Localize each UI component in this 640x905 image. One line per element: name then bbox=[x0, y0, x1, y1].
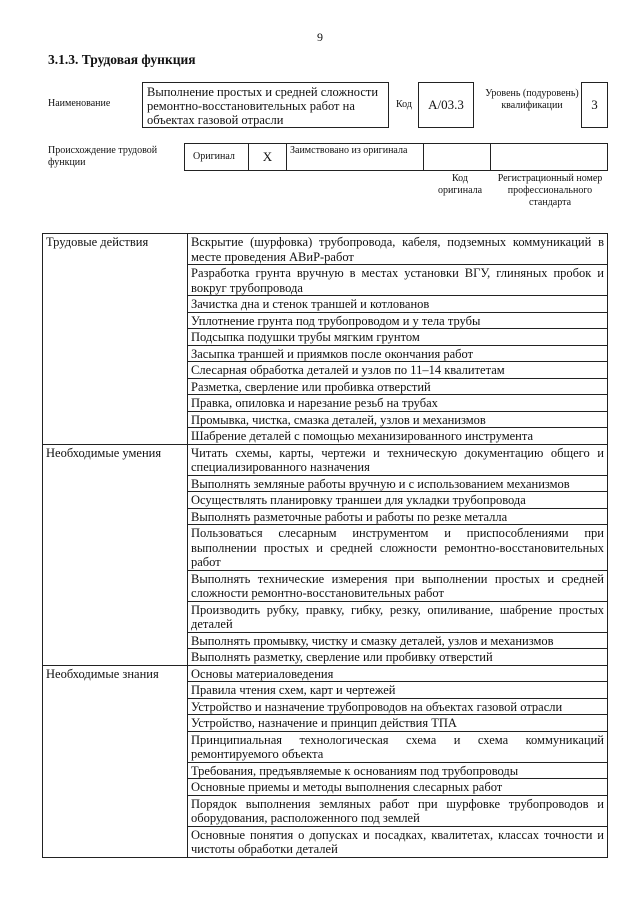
list-item: Основные приемы и методы выполнения слесарных работ bbox=[188, 779, 608, 796]
list-item: Пользоваться слесарным инструментом и приспособлениями при выполнении простых и средней сложности ремонтно-восстановительных работ bbox=[188, 525, 608, 571]
borrowed-label: Заимствовано из оригинала bbox=[290, 145, 408, 156]
table-row bbox=[43, 444, 608, 475]
list-item: Выполнять технические измерения при выполнении простых и средней сложности ремонтно-восстановительных работ bbox=[188, 570, 608, 601]
list-item: Выполнять разметочные работы и работы по резке металла bbox=[188, 508, 608, 525]
category-cell: Необходимые умения bbox=[43, 444, 188, 665]
list-item: Промывка, чистка, смазка деталей, узлов и механизмов bbox=[188, 411, 608, 428]
list-item: Выполнять промывку, чистку и смазку деталей, узлов и механизмов bbox=[188, 632, 608, 649]
list-item: Основные понятия о допусках и посадках, квалитетах, классах точности и чистоты обработки деталей bbox=[188, 826, 608, 857]
qualification-level-value: 3 bbox=[591, 97, 598, 112]
code-label: Код bbox=[396, 99, 412, 110]
registration-number-caption: Регистрационный номер профессионального стандарта bbox=[497, 173, 603, 208]
list-item: Основы материаловедения bbox=[188, 665, 608, 682]
origin-code-caption: Код оригинала bbox=[437, 173, 483, 196]
table-row bbox=[43, 234, 608, 265]
competency-table bbox=[42, 233, 608, 858]
qualification-level-label: Уровень (подуровень) квалификации bbox=[485, 88, 579, 111]
list-item: Устройство, назначение и принцип действия ТПА bbox=[188, 715, 608, 732]
category-cell: Трудовые действия bbox=[43, 234, 188, 445]
list-item: Читать схемы, карты, чертежи и техническую документацию общего и специализированного назначения bbox=[188, 444, 608, 475]
function-name-value: Выполнение простых и средней сложности ремонтно-восстановительных работ на объектах газовой отрасли bbox=[147, 85, 379, 127]
page-number: 9 bbox=[317, 30, 323, 44]
list-item: Подсыпка подушки трубы мягким грунтом bbox=[188, 329, 608, 346]
list-item: Шабрение деталей с помощью механизированного инструмента bbox=[188, 428, 608, 445]
original-mark: X bbox=[262, 149, 273, 164]
list-item: Засыпка траншей и приямков после окончания работ bbox=[188, 345, 608, 362]
list-item: Правка, опиловка и нарезание резьб на трубах bbox=[188, 395, 608, 412]
section-title: 3.1.3. Трудовая функция bbox=[48, 52, 196, 67]
list-item: Осуществлять планировку траншеи для укладки трубопровода bbox=[188, 492, 608, 509]
category-cell: Необходимые знания bbox=[43, 665, 188, 857]
list-item: Разработка грунта вручную в местах установки ВГУ, глиняных пробок и вокруг трубопровода bbox=[188, 265, 608, 296]
list-item: Выполнять земляные работы вручную и с использованием механизмов bbox=[188, 475, 608, 492]
list-item: Устройство и назначение трубопроводов на объектах газовой отрасли bbox=[188, 698, 608, 715]
name-label: Наименование bbox=[48, 98, 111, 109]
list-item: Требования, предъявляемые к основаниям под трубопроводы bbox=[188, 762, 608, 779]
qualification-level-box bbox=[581, 82, 608, 128]
list-item: Разметка, сверление или пробивка отверстий bbox=[188, 378, 608, 395]
function-name-box bbox=[142, 82, 389, 128]
list-item: Уплотнение грунта под трубопроводом и у тела трубы bbox=[188, 312, 608, 329]
table-row bbox=[43, 665, 608, 682]
original-label: Оригинал bbox=[193, 151, 235, 162]
list-item: Слесарная обработка деталей и узлов по 11–14 квалитетам bbox=[188, 362, 608, 379]
list-item: Правила чтения схем, карт и чертежей bbox=[188, 682, 608, 699]
code-value: А/03.3 bbox=[428, 97, 464, 112]
list-item: Принципиальная технологическая схема и схема коммуникаций ремонтируемого объекта bbox=[188, 731, 608, 762]
code-value-box bbox=[418, 82, 474, 128]
list-item: Порядок выполнения земляных работ при шурфовке трубопроводов и оборудования, расположенного под землей bbox=[188, 795, 608, 826]
origin-label: Происхождение трудовой функции bbox=[48, 145, 158, 168]
list-item: Вскрытие (шурфовка) трубопровода, кабеля, подземных коммуникаций в месте проведения АВиР-работ bbox=[188, 234, 608, 265]
list-item: Выполнять разметку, сверление или пробивку отверстий bbox=[188, 649, 608, 666]
list-item: Производить рубку, правку, гибку, резку, опиливание, шабрение простых деталей bbox=[188, 601, 608, 632]
list-item: Зачистка дна и стенок траншей и котлованов bbox=[188, 296, 608, 313]
